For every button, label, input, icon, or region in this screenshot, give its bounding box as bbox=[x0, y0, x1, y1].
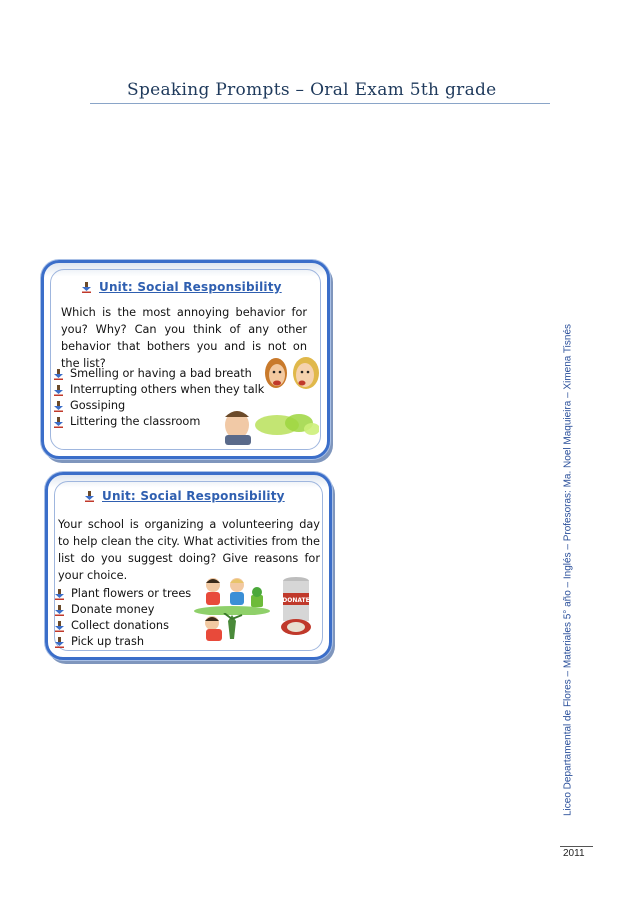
list-item-label: Plant flowers or trees bbox=[71, 587, 192, 600]
prompt-card-1 bbox=[41, 260, 330, 459]
list-item bbox=[55, 618, 191, 634]
list-item bbox=[55, 634, 191, 650]
bullet-arrow-icon bbox=[54, 417, 63, 428]
bullet-arrow-icon bbox=[82, 282, 91, 293]
prompt-card-2 bbox=[45, 472, 332, 660]
bullet-arrow-icon bbox=[55, 589, 64, 600]
year-label: 2011 bbox=[563, 848, 585, 859]
kids-planting-illustration bbox=[193, 575, 271, 615]
prompt-question: Which is the most annoying behavior for you? Why? Can you think of any other behavior that bothers you and is not on the list? bbox=[61, 306, 307, 370]
bullet-arrow-icon bbox=[55, 605, 64, 616]
unit-heading bbox=[85, 489, 285, 503]
bullet-arrow-icon bbox=[54, 369, 63, 380]
unit-heading bbox=[82, 280, 282, 294]
list-item-label: Smelling or having a bad breath bbox=[70, 367, 252, 380]
vertical-footer-credit bbox=[555, 300, 581, 840]
donation-can-illustration bbox=[278, 575, 314, 637]
list-item-label: Collect donations bbox=[71, 619, 169, 632]
donation-can-label: DONATE bbox=[282, 597, 310, 604]
bullet-arrow-icon bbox=[85, 491, 94, 502]
list-item-label: Interrupting others when they talk bbox=[70, 383, 265, 396]
pick-up-trash-illustration bbox=[198, 613, 246, 647]
list-item-label: Pick up trash bbox=[71, 635, 145, 648]
list-item-label: Donate money bbox=[71, 603, 155, 616]
header-divider bbox=[90, 103, 550, 104]
unit-title: Unit: Social Responsibility bbox=[102, 489, 285, 503]
list-item bbox=[55, 586, 191, 602]
list-item bbox=[54, 366, 264, 382]
bullet-arrow-icon bbox=[54, 401, 63, 412]
list-item bbox=[55, 602, 191, 618]
gossip-faces-illustration bbox=[262, 353, 324, 395]
list-item bbox=[54, 382, 264, 398]
bullet-arrow-icon bbox=[54, 385, 63, 396]
unit-title: Unit: Social Responsibility bbox=[99, 280, 282, 294]
year-divider bbox=[560, 846, 593, 847]
credit-text: Liceo Departamental de Flores – Materiales 5° año – Inglés – Profesoras: Ma. Noel Maquieira – Ximena Tisnés bbox=[562, 323, 574, 817]
list-item-label: Gossiping bbox=[70, 399, 126, 412]
prompt-question: Your school is organizing a volunteering day to help clean the city. What activities from the list do you suggest doing? Give reasons for your choice. bbox=[58, 518, 320, 582]
bullet-arrow-icon bbox=[55, 637, 64, 648]
page-title: Speaking Prompts – Oral Exam 5th grade bbox=[127, 80, 497, 100]
activity-list bbox=[55, 586, 191, 650]
bad-breath-illustration bbox=[219, 401, 319, 445]
list-item-label: Littering the classroom bbox=[70, 415, 201, 428]
bullet-arrow-icon bbox=[55, 621, 64, 632]
